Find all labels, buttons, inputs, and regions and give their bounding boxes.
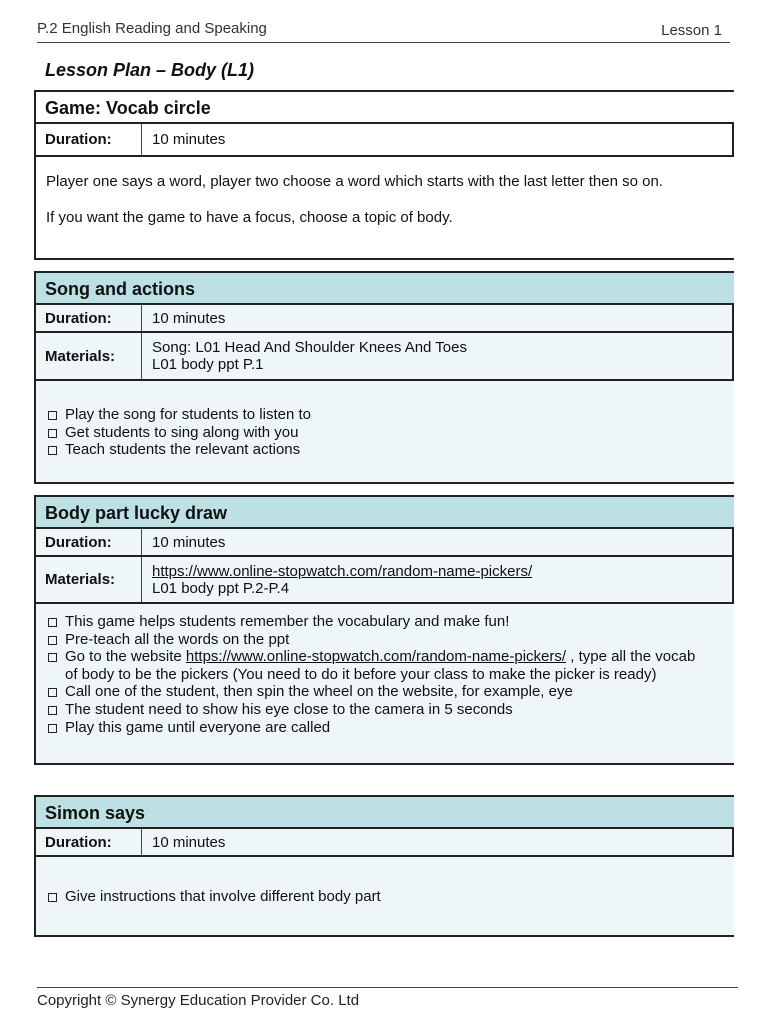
duration-value: 10 minutes: [152, 309, 226, 327]
section-body: [36, 157, 734, 226]
website-link[interactable]: https://www.online-stopwatch.com/random-name-pickers/: [185, 648, 567, 666]
activity-list: [46, 888, 734, 906]
section-title: Simon says: [36, 797, 734, 829]
checkbox-icon: [48, 724, 57, 733]
checkbox-icon: [48, 893, 57, 902]
list-item: Get students to sing along with you: [46, 424, 734, 442]
duration-row: [36, 829, 734, 857]
materials-row: [36, 557, 734, 604]
instruction-paragraph: Player one says a word, player two choose a word which starts with the last letter then so on.: [46, 173, 663, 190]
section-simon-says: [34, 795, 734, 937]
materials-label: Materials:: [36, 333, 142, 379]
checkbox-icon: [48, 653, 57, 662]
materials-link[interactable]: https://www.online-stopwatch.com/random-name-pickers/: [152, 562, 533, 580]
duration-value: 10 minutes: [152, 833, 226, 851]
duration-label: Duration:: [36, 529, 142, 555]
page-title: Lesson Plan – Body (L1): [45, 60, 255, 80]
list-item: Play the song for students to listen to: [46, 406, 734, 424]
checkbox-icon: [48, 429, 57, 438]
section-vocab-circle: [34, 90, 734, 260]
section-title: Song and actions: [36, 273, 734, 305]
duration-value: 10 minutes: [152, 131, 226, 148]
materials-label: Materials:: [36, 557, 142, 602]
list-item: The student need to show his eye close to the camera in 5 seconds: [46, 701, 710, 719]
list-item: Pre-teach all the words on the ppt: [46, 631, 710, 649]
page-header: [37, 20, 730, 43]
duration-row: [36, 305, 734, 333]
copyright-text: Copyright © Synergy Education Provider Co. Ltd: [37, 992, 360, 1009]
checkbox-icon: [48, 636, 57, 645]
list-item: Call one of the student, then spin the wheel on the website, for example, eye: [46, 683, 710, 701]
duration-label: Duration:: [36, 829, 142, 855]
section-body: [36, 604, 734, 736]
list-item: Go to the website https://www.online-stopwatch.com/random-name-pickers/ , type all the vocab of body to be the pickers (You need to do it before your class to make the picker is ready): [46, 648, 710, 683]
section-song-actions: [34, 271, 734, 484]
duration-value: 10 minutes: [152, 533, 226, 551]
list-item: Teach students the relevant actions: [46, 441, 734, 459]
material-item: L01 body ppt P.2-P.4: [152, 579, 290, 597]
materials-value: [142, 333, 732, 379]
section-body: [36, 381, 734, 459]
list-item: Play this game until everyone are called: [46, 719, 710, 737]
instruction-paragraph: If you want the game to have a focus, choose a topic of body.: [46, 209, 453, 226]
lesson-number: Lesson 1: [661, 22, 722, 39]
duration-label: Duration:: [36, 124, 142, 155]
duration-row: [36, 124, 734, 157]
section-title: Body part lucky draw: [36, 497, 734, 529]
material-item: Song: L01 Head And Shoulder Knees And Toes: [152, 339, 467, 356]
duration-row: [36, 529, 734, 557]
section-body: [36, 857, 734, 906]
section-title: Game: Vocab circle: [36, 92, 734, 124]
subject-title: P.2 English Reading and Speaking: [37, 20, 267, 37]
duration-label: Duration:: [36, 305, 142, 331]
page-footer: [37, 987, 738, 1010]
activity-list: [46, 406, 734, 459]
section-lucky-draw: [34, 495, 734, 765]
materials-row: [36, 333, 734, 381]
checkbox-icon: [48, 446, 57, 455]
checkbox-icon: [48, 618, 57, 627]
materials-value: [142, 557, 732, 602]
activity-list: [46, 613, 710, 736]
checkbox-icon: [48, 411, 57, 420]
checkbox-icon: [48, 706, 57, 715]
checkbox-icon: [48, 688, 57, 697]
material-item: L01 body ppt P.1: [152, 356, 264, 373]
list-item: Give instructions that involve different body part: [46, 888, 734, 906]
list-item: This game helps students remember the vocabulary and make fun!: [46, 613, 710, 631]
